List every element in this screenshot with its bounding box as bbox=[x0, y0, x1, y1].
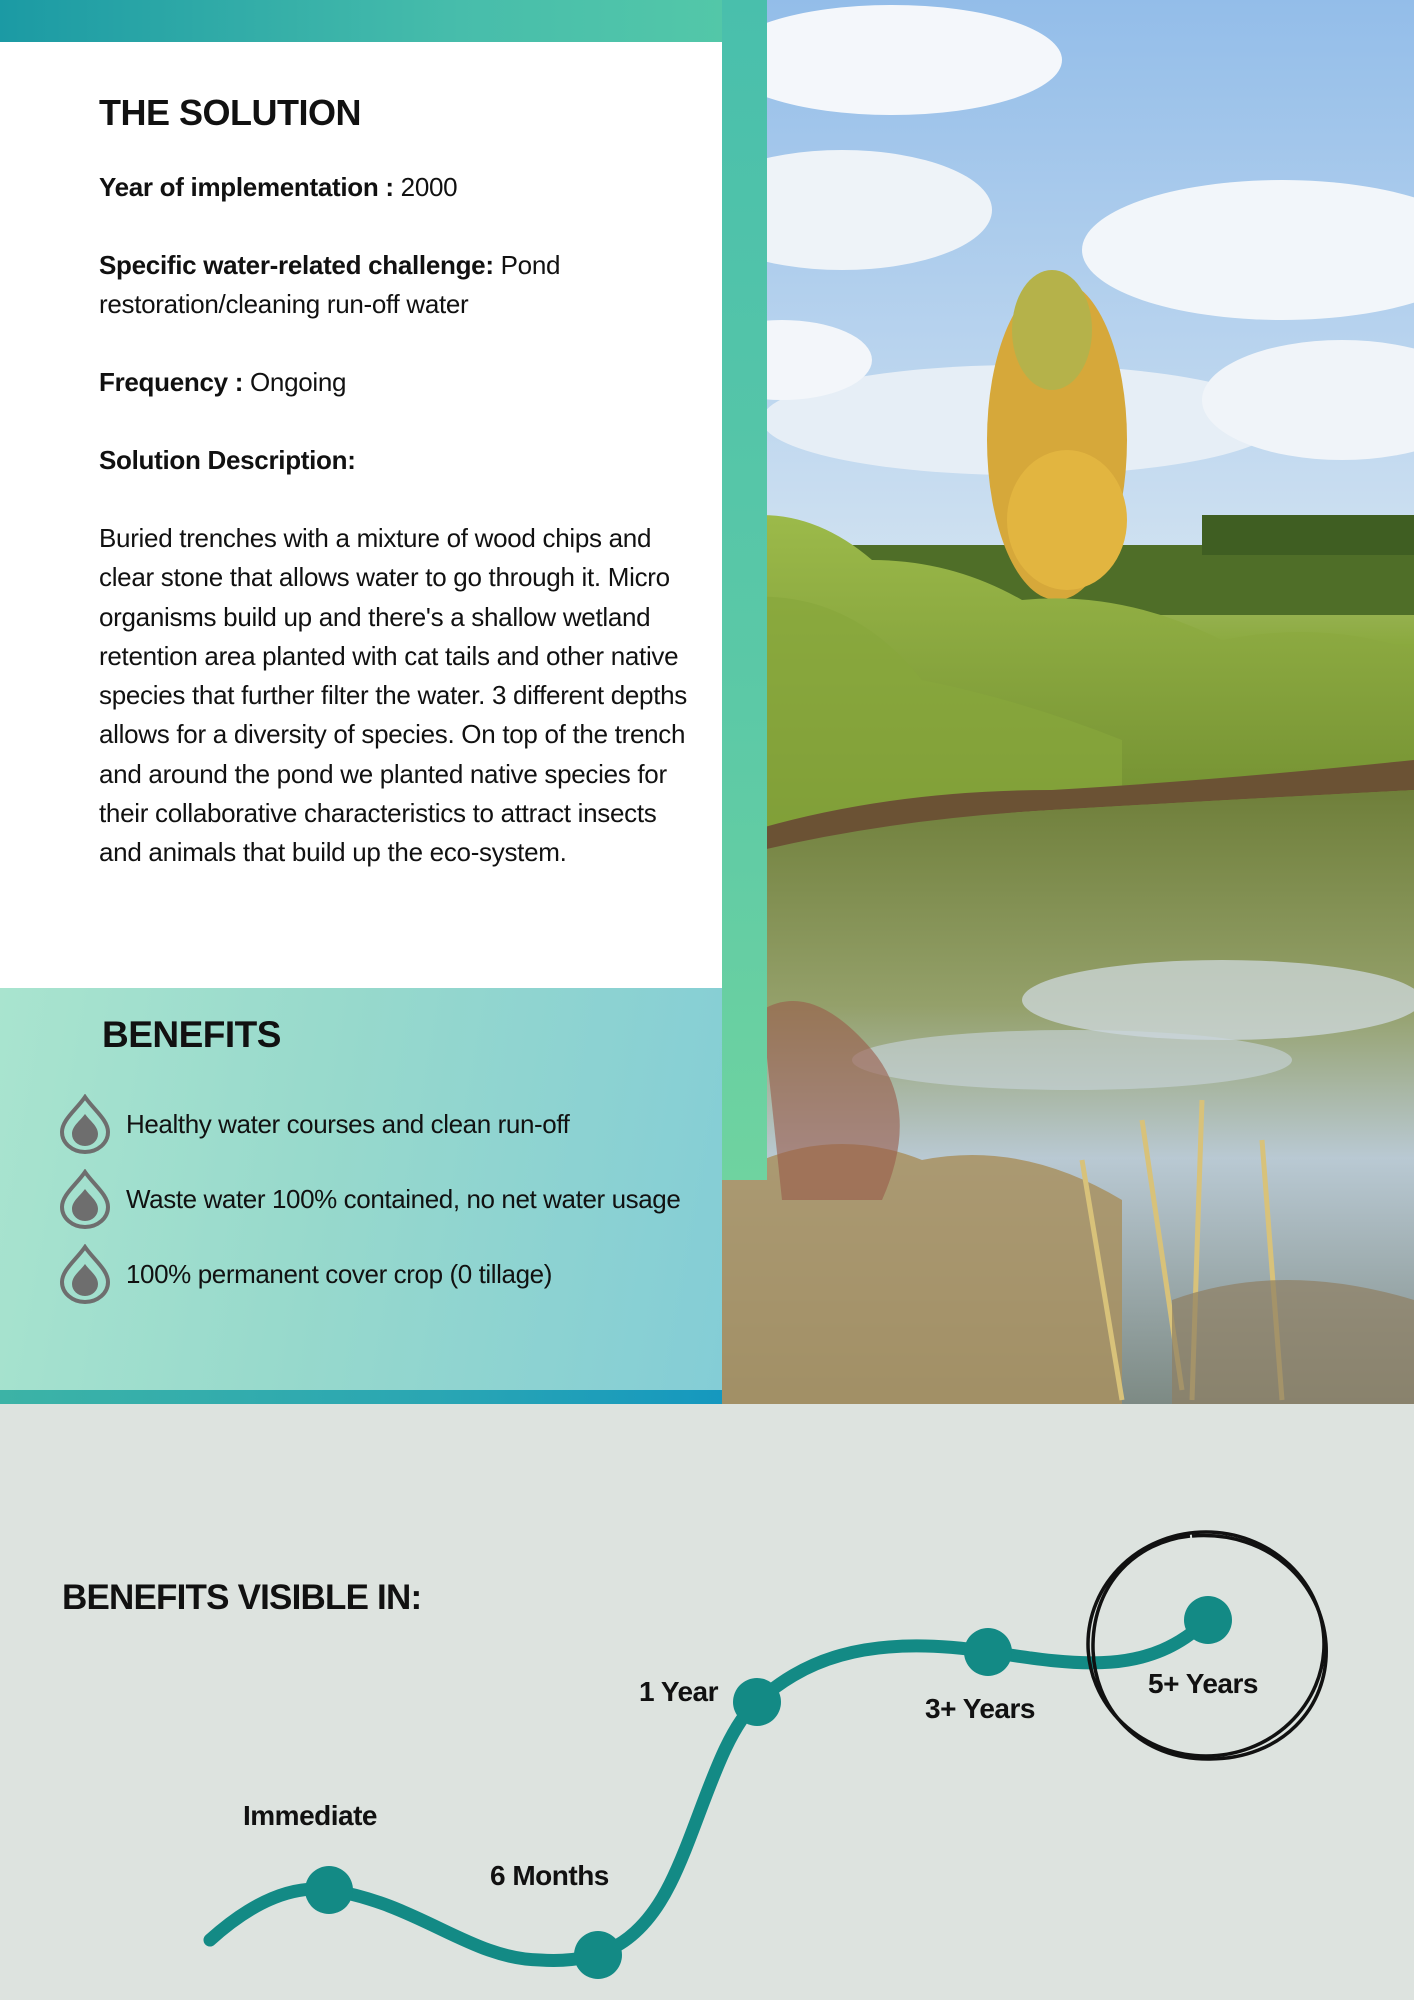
water-drop-icon bbox=[58, 1094, 112, 1154]
description-label: Solution Description: bbox=[99, 445, 356, 475]
milestone-label: 1 Year bbox=[639, 1676, 719, 1707]
milestone-dot bbox=[574, 1931, 622, 1979]
timeline-title: BENEFITS VISIBLE IN: bbox=[62, 1578, 422, 1617]
milestone-dot bbox=[733, 1678, 781, 1726]
side-gradient-band bbox=[722, 0, 767, 1180]
solution-description: Buried trenches with a mixture of wood chips and clear stone that allows water to go through it. Micro organisms build up and there's a shallow wetland retention area planted with cat tails and other native species that further filter the water. 3 different depths allows for a diversity of species. On top of the trench and around the pond we planted native species for their collaborative characteristics to attract insects and animals that build up the eco-system. bbox=[99, 523, 687, 868]
challenge-field bbox=[99, 246, 699, 324]
year-label: Year of implementation : bbox=[99, 172, 401, 202]
frequency-label: Frequency : bbox=[99, 367, 250, 397]
milestone-label: 3+ Years bbox=[925, 1693, 1035, 1724]
solution-title: THE SOLUTION bbox=[99, 92, 361, 133]
benefit-text: Waste water 100% contained, no net water usage bbox=[126, 1183, 681, 1214]
milestone-label-highlighted: 5+ Years bbox=[1148, 1668, 1258, 1699]
benefit-text: 100% permanent cover crop (0 tillage) bbox=[126, 1258, 552, 1289]
solution-content bbox=[99, 92, 699, 873]
timeline-path bbox=[210, 1619, 1208, 1960]
milestone-dot bbox=[964, 1628, 1012, 1676]
solution-card bbox=[0, 42, 722, 988]
milestone-dot bbox=[1184, 1596, 1232, 1644]
benefits-title: BENEFITS bbox=[102, 1014, 281, 1055]
milestone-label: 6 Months bbox=[490, 1860, 609, 1891]
frequency-field bbox=[99, 363, 699, 402]
challenge-value: Pond restoration/cleaning run-off water bbox=[99, 250, 561, 319]
highlight-circle bbox=[1088, 1532, 1326, 1759]
benefits-bottom-band bbox=[0, 1390, 722, 1404]
pond-photo bbox=[722, 0, 1414, 1404]
benefit-text: Healthy water courses and clean run-off bbox=[126, 1108, 570, 1139]
frequency-value: Ongoing bbox=[250, 367, 347, 397]
pond-landscape-image bbox=[722, 0, 1414, 1404]
year-field bbox=[99, 168, 699, 207]
water-drop-icon bbox=[58, 1169, 112, 1229]
benefit-item bbox=[58, 1169, 680, 1229]
benefit-item bbox=[58, 1094, 570, 1154]
benefit-item bbox=[58, 1244, 552, 1304]
top-gradient-band bbox=[0, 0, 767, 42]
milestone-dot bbox=[305, 1866, 353, 1914]
year-value: 2000 bbox=[400, 172, 458, 202]
milestone-label: Immediate bbox=[243, 1800, 377, 1831]
water-drop-icon bbox=[58, 1244, 112, 1304]
challenge-label: Specific water-related challenge: bbox=[99, 250, 501, 280]
